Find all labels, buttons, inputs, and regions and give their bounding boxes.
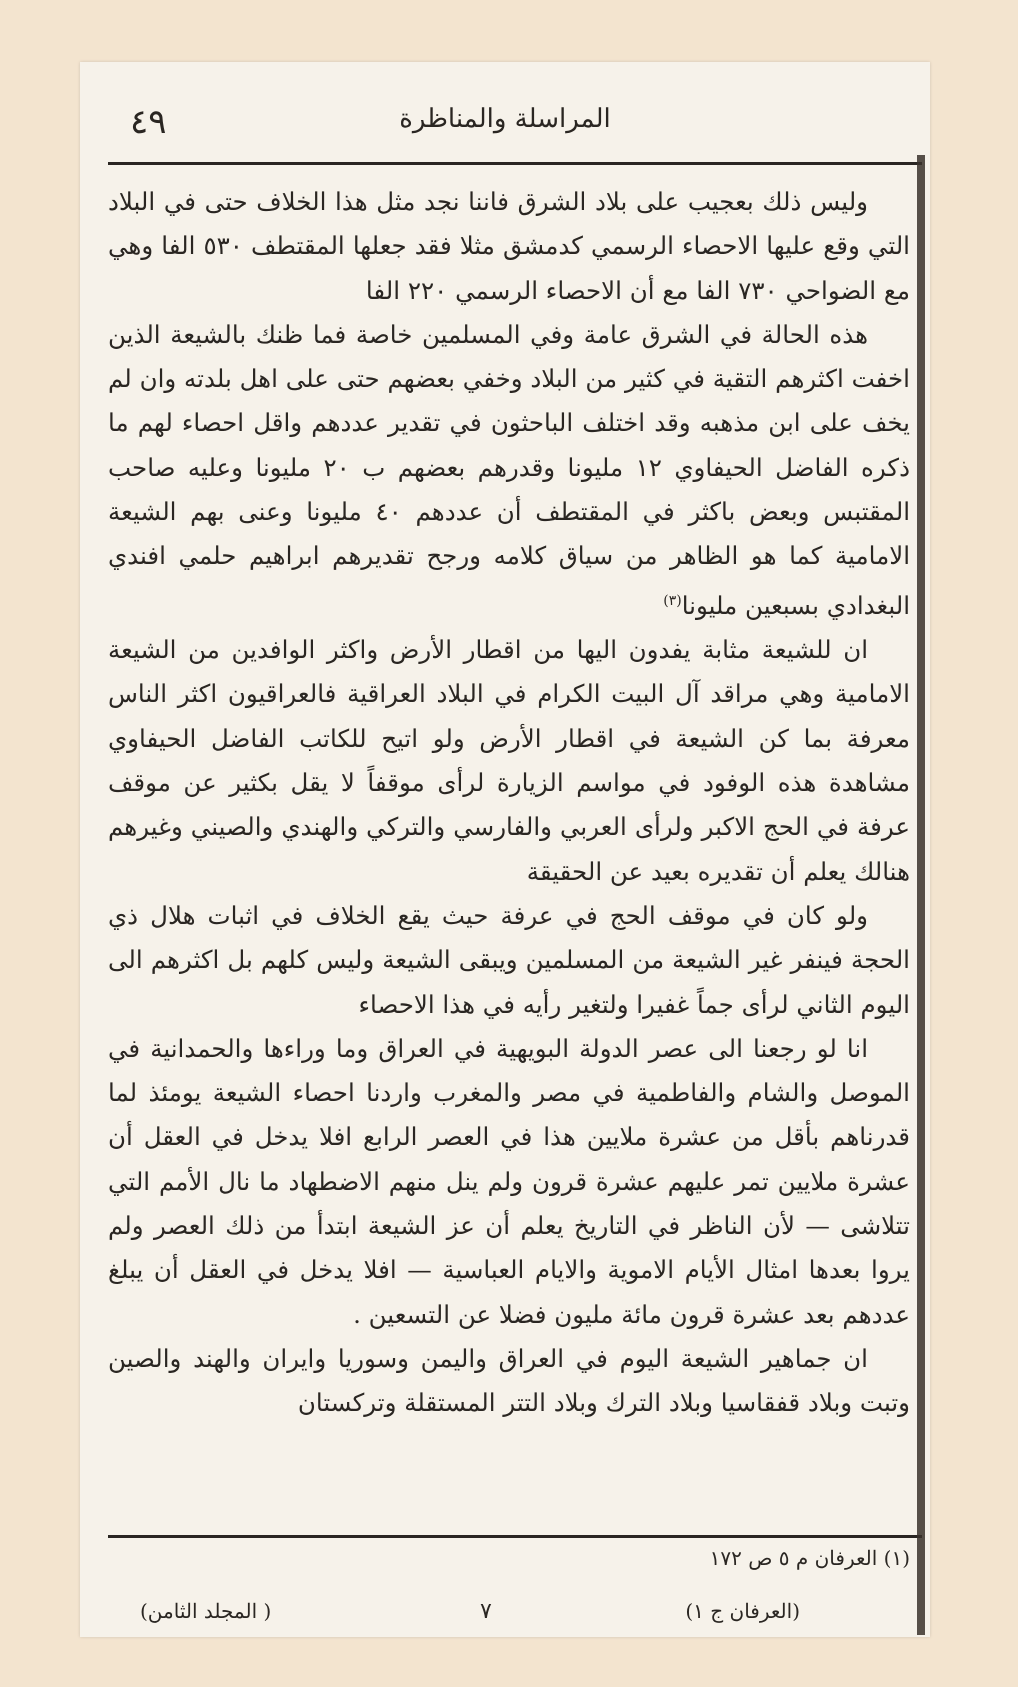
footnote-rule <box>108 1535 922 1538</box>
footnote-marker: (٣) <box>663 592 682 609</box>
body-text <box>108 180 910 1425</box>
header-rule <box>108 162 922 165</box>
paragraph-text: هذه الحالة في الشرق عامة وفي المسلمين خاصة فما ظنك بالشيعة الذين اخفت اكثرهم التقية في كثير من البلاد وخفي بعضهم حتى على اهل بلدته وان لم يخف على ابن مذهبه وقد اختلف الباحثون في تقدير عددهم واقل احصاء لهم ما ذكره الفاضل الحيفاوي ١٢ مليونا وقدرهم بعضهم ب ٢٠ مليونا وعليه صاحب المقتبس وبعض باكثر في المقتطف أن عددهم ٤٠ مليونا وعنى بهم الشيعة الامامية كما هو الظاهر من سياق كلامه ورجح تقديرهم ابراهيم حلمي افندي البغدادي بسبعين مليونا <box>108 319 910 620</box>
paragraph: ولو كان في موقف الحج في عرفة حيث يقع الخلاف في اثبات هلال ذي الحجة فينفر غير الشيعة من المسلمين ويبقى الشيعة وليس كلهم بل اكثرهم الى اليوم الثاني لرأى جماً غفيرا ولتغير رأيه في هذا الاحصاء <box>108 900 910 1019</box>
volume-label: ( المجلد الثامن) <box>140 1599 272 1623</box>
page-edge-shadow <box>917 155 925 1635</box>
paragraph: انا لو رجعنا الى عصر الدولة البويهية في العراق وما وراءها والحمدانية في الموصل والشام والفاطمية في مصر والمغرب واردنا احصاء الشيعة يومئذ لما قدرناهم بأقل من عشرة ملايين هذا في العصر الرابع افلا يدخل في العقل أن عشرة ملايين تمر عليهم عشرة قرون ولم ينل منهم الاضطهاد ما نال الأمم التي تتلاشى — لأن الناظر في التاريخ يعلم أن عز الشيعة ابتدأ من ذلك العصر ولم يروا بعدها امثال الأيام الاموية والايام العباسية — افلا يدخل في العقل أن يبلغ عددهم بعد عشرة قرون مائة مليون فضلا عن التسعين . <box>108 1033 910 1329</box>
page-header <box>80 102 930 152</box>
paragraph: وليس ذلك بعجيب على بلاد الشرق فاننا نجد مثل هذا الخلاف حتى في البلاد التي وقع عليها الاحصاء الرسمي كدمشق مثلا فقد جعلها المقتطف ٥٣٠ الفا وهي مع الضواحي ٧٣٠ الفا مع أن الاحصاء الرسمي ٢٢٠ الفا <box>108 187 910 305</box>
page-number: ٤٩ <box>130 102 167 142</box>
document-page <box>80 62 930 1637</box>
paragraph <box>108 313 910 628</box>
sheet-number: ٧ <box>480 1599 492 1624</box>
paragraph: ان للشيعة مثابة يفدون اليها من اقطار الأرض واكثر الوافدين من الشيعة الامامية وهي مراقد آل البيت الكرام في البلاد العراقية فالعراقيون اكثر الناس معرفة بما كن الشيعة في اقطار الأرض ولو اتيح للكاتب الفاضل الحيفاوي مشاهدة هذه الوفود في مواسم الزيارة لرأى موقفاً لا يقل بكثير عن موقف عرفة في الحج الاكبر ولرأى العربي والفارسي والتركي والهندي والصيني وغيرهم هنالك يعلم أن تقديره بعيد عن الحقيقة <box>108 635 910 886</box>
footnote: (١) العرفان م ٥ ص ١٧٢ <box>709 1546 910 1570</box>
journal-signature: (العرفان ج ١) <box>685 1599 800 1623</box>
running-title: المراسلة والمناظرة <box>399 104 611 134</box>
paragraph: ان جماهير الشيعة اليوم في العراق واليمن وسوريا وايران والهند والصين وتبت وبلاد قفقاسيا وبلاد الترك وبلاد التتر المستقلة وتركستان <box>108 1343 910 1418</box>
signature-line <box>80 1599 930 1639</box>
